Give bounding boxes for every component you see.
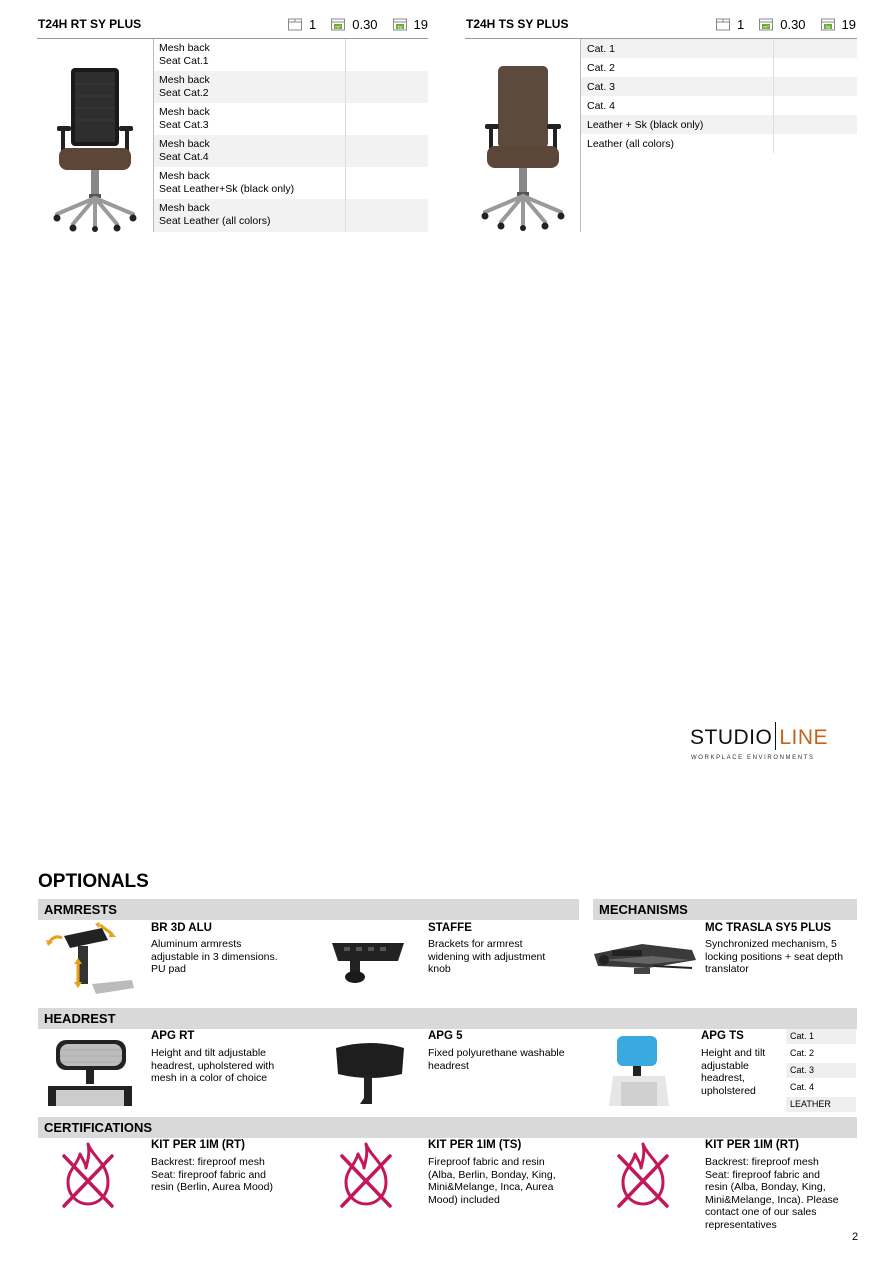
product-ts <box>465 14 857 232</box>
variant-row: Cat. 2 <box>587 61 616 74</box>
svg-text:m³: m³ <box>335 24 341 30</box>
spec-volume-value: 0.30 <box>352 16 378 32</box>
option-name: APG TS <box>701 1030 744 1042</box>
variant-row: Mesh back Seat Leather+Sk (black only) <box>159 170 295 195</box>
product-title: T24H RT SY PLUS <box>38 17 142 31</box>
headrest-pu-image <box>330 1040 410 1106</box>
fireproof-icon <box>336 1140 396 1210</box>
variant-row: Mesh back Seat Cat.1 <box>159 42 210 67</box>
category-row: Cat. 1 <box>786 1029 856 1044</box>
variant-row: Mesh back Seat Cat.4 <box>154 135 428 167</box>
volume-icon <box>330 16 346 32</box>
box-icon <box>715 16 731 32</box>
variant-row: Mesh back Seat Cat.3 <box>159 106 210 131</box>
variant-row: Leather + Sk (black only) <box>581 115 857 134</box>
variant-row: Leather (all colors) <box>587 137 674 150</box>
box-icon <box>287 16 303 32</box>
weight-icon <box>392 16 408 32</box>
option-name: MC TRASLA SY5 PLUS <box>705 922 832 934</box>
variant-list <box>154 39 428 232</box>
option-desc: Backrest: fireproof mesh Seat: fireproof fabric and resin (Berlin, Aurea Mood) <box>151 1156 273 1193</box>
headrest-upholstered-image <box>593 1032 697 1106</box>
option-name: APG 5 <box>428 1030 463 1042</box>
optionals-title: OPTIONALS <box>38 871 149 892</box>
option-name: APG RT <box>151 1030 195 1042</box>
product-specs <box>287 16 442 32</box>
category-row: LEATHER <box>786 1097 856 1112</box>
section-mechanisms: MECHANISMS <box>593 899 857 920</box>
volume-icon <box>758 16 774 32</box>
section-certifications: CERTIFICATIONS <box>38 1117 857 1138</box>
chair-upholstered-back-image <box>473 64 573 232</box>
logo-wordmark <box>690 722 828 750</box>
product-title: T24H TS SY PLUS <box>466 17 569 31</box>
svg-text:m³: m³ <box>763 24 769 30</box>
option-name: STAFFE <box>428 922 472 934</box>
logo-line: LINE <box>779 726 829 749</box>
product-specs <box>715 16 870 32</box>
fireproof-icon <box>58 1140 118 1210</box>
variant-row: Cat. 3 <box>581 77 857 96</box>
svg-text:kg: kg <box>825 24 830 30</box>
spec-weight <box>392 16 442 32</box>
spec-volume <box>758 16 819 32</box>
spec-boxes-value: 1 <box>737 16 745 32</box>
variant-row: Mesh back Seat Cat.2 <box>154 71 428 103</box>
variant-price-column <box>773 39 858 153</box>
section-headrest: HEADREST <box>38 1008 857 1029</box>
chair-mesh-back-image <box>45 64 145 232</box>
option-name: KIT PER 1IM (RT) <box>705 1139 799 1151</box>
variant-row: Cat. 4 <box>587 99 616 112</box>
category-row: Cat. 2 <box>790 1048 815 1058</box>
fireproof-icon <box>613 1140 673 1210</box>
svg-text:kg: kg <box>397 24 402 30</box>
studioline-logo <box>690 720 829 766</box>
variant-row: Mesh back Seat Leather (all colors) <box>154 199 428 232</box>
headrest-category-list <box>786 1029 856 1112</box>
category-row: Cat. 3 <box>786 1063 856 1078</box>
logo-studio: STUDIO <box>690 726 773 749</box>
product-rt <box>37 14 428 232</box>
option-desc: Height and tilt adjustable headrest, upholstered with mesh in a color of choice <box>151 1047 275 1084</box>
armrest-3d-image <box>40 922 140 998</box>
spec-volume-value: 0.30 <box>780 16 806 32</box>
option-desc: Height and tilt adjustable headrest, upholstered <box>701 1047 766 1097</box>
option-desc: Fireproof fabric and resin (Alba, Berlin, Bonday, King, Mini&Melange, Inca, Aurea Mood) included <box>428 1156 556 1206</box>
spec-boxes <box>715 16 758 32</box>
armrest-bracket-image <box>328 935 408 987</box>
spec-weight-value: 19 <box>413 16 429 32</box>
headrest-mesh-image <box>44 1034 136 1106</box>
page-number: 2 <box>852 1231 859 1243</box>
option-desc: Aluminum armrests adjustable in 3 dimensions. PU pad <box>151 938 278 975</box>
option-desc: Backrest: fireproof mesh Seat: fireproof fabric and resin (Alba, Bonday, King, Mini&Melange, Inca). Please contact one of our sales representatives <box>705 1156 839 1231</box>
mechanism-image <box>592 930 698 994</box>
spec-boxes-value: 1 <box>309 16 317 32</box>
option-name: KIT PER 1IM (RT) <box>151 1139 245 1151</box>
variant-row: Cat. 1 <box>581 39 857 58</box>
section-armrests: ARMRESTS <box>38 899 579 920</box>
option-name: BR 3D ALU <box>151 922 212 934</box>
option-desc: Brackets for armrest widening with adjustment knob <box>428 938 546 975</box>
logo-divider <box>775 722 776 750</box>
weight-icon <box>820 16 836 32</box>
spec-weight-value: 19 <box>841 16 857 32</box>
category-row: Cat. 4 <box>790 1082 815 1092</box>
spec-volume <box>330 16 391 32</box>
option-desc: Fixed polyurethane washable headrest <box>428 1047 565 1072</box>
spec-weight <box>820 16 870 32</box>
logo-tagline: WORKPLACE ENVIRONMENTS <box>691 755 815 761</box>
option-name: KIT PER 1IM (TS) <box>428 1139 522 1151</box>
variant-list <box>581 39 857 159</box>
variant-price-column <box>345 39 429 232</box>
spec-boxes <box>287 16 330 32</box>
option-desc: Synchronized mechanism, 5 locking positions + seat depth translator <box>705 938 844 975</box>
